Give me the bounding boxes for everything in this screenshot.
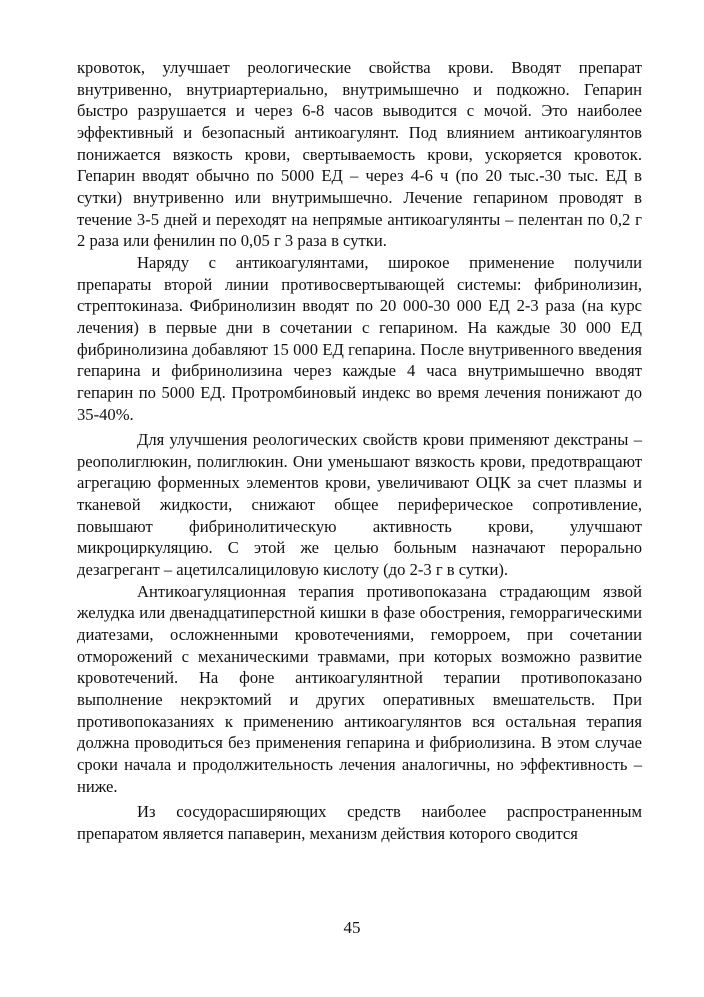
paragraph-dextrans: Для улучшения реологических свойств крови применяют декстраны – реополиглюкин, полиглюкин. Они уменьшают вязкость крови, предотвращают агрегацию форменных элементов крови, увеличивают ОЦК за счет плазмы и тканевой жидкости, снижают общее периферическое сопротивление, повышают фибринолитическую активность крови, улучшают микроциркуляцию. С этой же целью больным назначают перорально дезагрегант – ацетилсалициловую кислоту (до 2-3 г в сутки). bbox=[77, 430, 642, 580]
paragraph-fibrinolysin: Наряду с антикоагулянтами, широкое применение получили препараты второй линии противосвертывающей системы: фибринолизин, стрептокиназа. Фибринолизин вводят по 20 000-30 000 ЕД 2-3 раза (на курс лечения) в первые дни в сочетании с гепарином. На каждые 30 000 ЕД фибринолизина добавляют 15 000 ЕД гепарина. После внутривенного введения гепарина и фибринолизина через каждые 4 часа внутримышечно вводят гепарин по 5000 ЕД. Протромбиновый индекс во время лечения понижают до 35-40%. bbox=[77, 252, 642, 424]
body-text bbox=[77, 57, 642, 845]
paragraph-heparin-continued: кровоток, улучшает реологические свойства крови. Вводят препарат внутривенно, внутриартериально, внутримышечно и подкожно. Гепарин быстро разрушается и через 6-8 часов выводится с мочой. Это наиболее эффективный и безопасный антикоагулянт. Под влиянием антикоагулянтов понижается вязкость крови, свертываемость крови, ускоряется кровоток. Гепарин вводят обычно по 5000 ЕД – через 4-6 ч (по 20 тыс.-30 тыс. ЕД в сутки) внутривенно или внутримышечно. Лечение гепарином проводят в течение 3-5 дней и переходят на непрямые антикоагулянты – пелентан по 0,2 г 2 раза или фенилин по 0,05 г 3 раза в сутки. bbox=[77, 58, 642, 251]
page-number: 45 bbox=[343, 918, 361, 937]
paragraph-vasodilators: Из сосудорасширяющих средств наиболее распространенным препаратом является папаверин, механизм действия которого сводится bbox=[77, 802, 642, 843]
paragraph-contraindications: Антикоагуляционная терапия противопоказана страдающим язвой желудка или двенадцатиперстной кишки в фазе обострения, геморрагическими диатезами, осложненными кровотечениями, геморроем, при сочетании отморожений с механическими травмами, при которых возможно развитие кровотечений. На фоне антикоагулянтной терапии противопоказано выполнение некрэктомий и других оперативных вмешательств. При противопоказаниях к применению антикоагулянтов вся остальная терапия должна проводиться без применения гепарина и фибриолизина. В этом случае сроки начала и продолжительность лечения аналогичны, но эффективность – ниже. bbox=[77, 581, 642, 796]
